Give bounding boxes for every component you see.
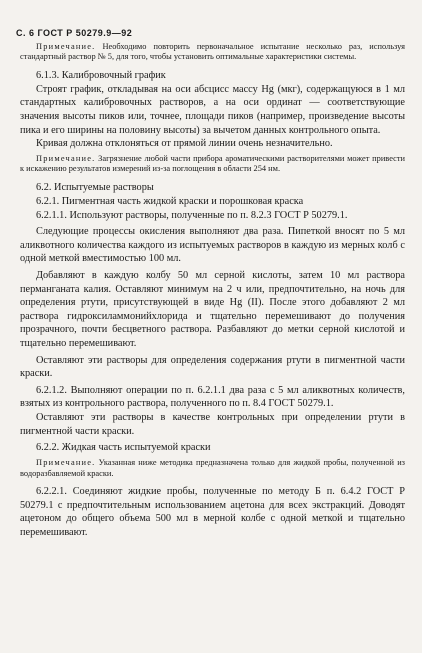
body-paragraph: Кривая должна отклоняться от прямой линии очень незначительно. [36, 138, 333, 150]
note-lead: Примечание. [36, 153, 96, 163]
body-paragraph: Строят график, откладывая на оси абсцисс массу Hg (мкг), содержащуюся в 1 мл стандартных калибровочных растворов, а на оси ординат — соответствующие значения высоты пиков или, точнее, площади пиков (например, произведение высоты пика и его ширины на половину высоты) за вычетом данных контрольного опыта. [20, 83, 405, 136]
body-paragraph: 6.2.2.1. Соединяют жидкие пробы, полученные по методу Б п. 6.4.2 ГОСТ Р 50279.1 с предпочтительным использованием ацетона для всех экстракций. Доводят ацетоном до общего объема 500 мл в мерной колбе с одной меткой и тщательно перемешивают. [20, 485, 405, 538]
note-text: Необходимо повторить первоначальное испытание несколько раз, используя стандартный раствор № 5, для того, чтобы установить оптимальные характеристики системы. [20, 42, 405, 62]
section-heading: 6.2.2. Жидкая часть испытуемой краски [36, 442, 211, 454]
document-body [20, 42, 405, 539]
note-lead: Примечание. [36, 458, 96, 468]
note-text: Указанная ниже методика предназначена только для жидкой пробы, полученной из водоразбавляемой краски. [20, 458, 405, 478]
note-paragraph [20, 458, 405, 479]
body-paragraph: Добавляют в каждую колбу 50 мл серной кислоты, затем 10 мл раствора перманганата калия. Оставляют минимум на 2 ч или, предпочтительно, на ночь для определения ртути, присутствующей в виде Hg (II). После этого добавляют 2 мл раствора гидроксиламмонийхлорида и тщательно перемешивают до получения прозрачного, почти бесцветного раствора. Разбавляют до метки серной кислотой и тщательно перемешивают. [20, 269, 405, 349]
body-paragraph: Оставляют эти растворы в качестве контрольных при определении ртути в пигментной части краски. [20, 411, 405, 437]
section-heading: 6.2. Испытуемые растворы [36, 181, 154, 193]
body-paragraph: 6.2.1.1. Используют растворы, полученные по п. 8.2.3 ГОСТ Р 50279.1. [36, 209, 348, 221]
note-lead: Примечание. [36, 42, 96, 51]
section-heading: 6.2.1. Пигментная часть жидкой краски и порошковая краска [36, 195, 304, 207]
section-heading: 6.1.3. Калибровочный график [36, 69, 166, 81]
body-paragraph: Следующие процессы окисления выполняют два раза. Пипеткой вносят по 5 мл аликвотного количества каждого из испытуемых растворов в каждую из мерных колб с одной меткой вместимостью 100 мл. [20, 226, 405, 265]
body-paragraph: 6.2.1.2. Выполняют операции по п. 6.2.1.1 два раза с 5 мл аликвотных количеств, взятых из контрольного раствора, полученного по п. 8.4 ГОСТ 50279.1. [20, 384, 405, 410]
note-text: Загрязнение любой части прибора ароматическими растворителями может привести к искажению результатов измерений из-за поглощения в области 254 нм. [20, 153, 405, 174]
note-paragraph [20, 154, 405, 175]
note-paragraph [20, 42, 405, 63]
page-header: С. 6 ГОСТ Р 50279.9—92 [16, 28, 133, 38]
body-paragraph: Оставляют эти растворы для определения содержания ртути в пигментной части краски. [20, 354, 405, 380]
